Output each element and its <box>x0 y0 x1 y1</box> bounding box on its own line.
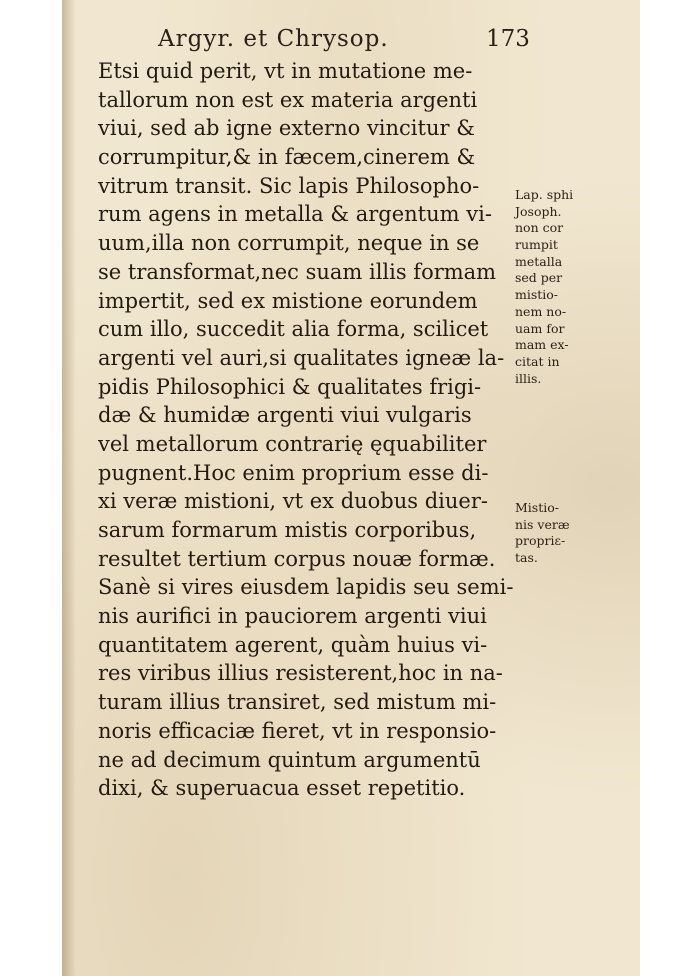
note-line: metalla <box>515 253 563 269</box>
text-line: turam illius transiret, sed mistum mi- <box>98 690 497 715</box>
text-line: quantitatem agerent, quàm huius vi- <box>98 632 488 657</box>
note-line: propriε- <box>515 533 566 549</box>
note-line: mistio- <box>515 287 559 303</box>
text-line: pugnent.Hoc enim proprium esse di- <box>98 460 489 485</box>
note-line: illis. <box>515 370 542 386</box>
note-line: uam for <box>515 320 565 336</box>
text-line: sarum formarum mistis corporibus, <box>98 518 477 542</box>
book-page <box>62 0 640 976</box>
note-line: rumpit <box>515 237 558 253</box>
page-header <box>158 26 618 56</box>
text-line: nis aurifici in pauciorem argenti viui <box>98 604 487 629</box>
text-line: Sanè si vires eiusdem lapidis seu semi- <box>98 575 514 600</box>
text-line: dæ & humidæ argenti viui vulgaris <box>98 403 472 428</box>
page-number: 173 <box>486 26 530 52</box>
note-line: nem no- <box>515 303 567 319</box>
running-title: Argyr. et Chrysop. <box>158 26 389 52</box>
text-line: cum illo, succedit alia forma, scilicet <box>98 317 489 342</box>
text-line: se transformat,nec suam illis formam <box>98 259 497 284</box>
note-line: sed per <box>515 270 563 286</box>
margin-note-mistio <box>515 500 570 567</box>
text-line: vitrum transit. Sic lapis Philosopho- <box>98 173 480 198</box>
note-line: nis veræ <box>515 516 570 532</box>
note-line: tas. <box>515 550 538 566</box>
margin-note-lapis <box>515 187 573 387</box>
text-line: dixi, & superuacua esset repetitio. <box>98 776 466 801</box>
text-line: resultet tertium corpus nouæ formæ. <box>98 546 496 571</box>
text-line: impertit, sed ex mistione eorundem <box>98 288 478 313</box>
text-line: Etsi quid perit, vt in mutatione me- <box>98 59 473 83</box>
note-line: citat in <box>515 353 560 369</box>
text-line: uum,illa non corrumpit, neque in se <box>98 231 480 256</box>
note-line: Josoph. <box>515 203 562 219</box>
text-line: noris efficaciæ fieret, vt in responsio- <box>98 718 497 743</box>
note-line: Lap. sphi <box>515 187 574 202</box>
note-line: Mistio- <box>515 500 559 515</box>
text-line: vel metallorum contrarię ęquabiliter <box>98 431 487 456</box>
text-line: tallorum non est ex materia argenti <box>98 87 478 112</box>
text-line: pidis Philosophici & qualitates frigi- <box>98 374 482 399</box>
text-line: ne ad decimum quintum argumentū <box>98 747 481 772</box>
text-line: viui, sed ab igne externo vincitur & <box>98 116 475 141</box>
text-line: res viribus illius resisterent,hoc in na- <box>98 661 503 686</box>
text-line: rum agens in metalla & argentum vi- <box>98 202 492 227</box>
text-line: corrumpitur,& in fæcem,cinerem & <box>98 145 476 170</box>
note-line: mam ex- <box>515 337 569 353</box>
text-line: xi veræ mistioni, vt ex duobus diuer- <box>98 489 488 514</box>
gutter-shadow <box>62 0 76 976</box>
note-line: non cor <box>515 220 564 236</box>
text-line: argenti vel auri,si qualitates igneæ la- <box>98 345 505 370</box>
body-text <box>98 57 518 803</box>
